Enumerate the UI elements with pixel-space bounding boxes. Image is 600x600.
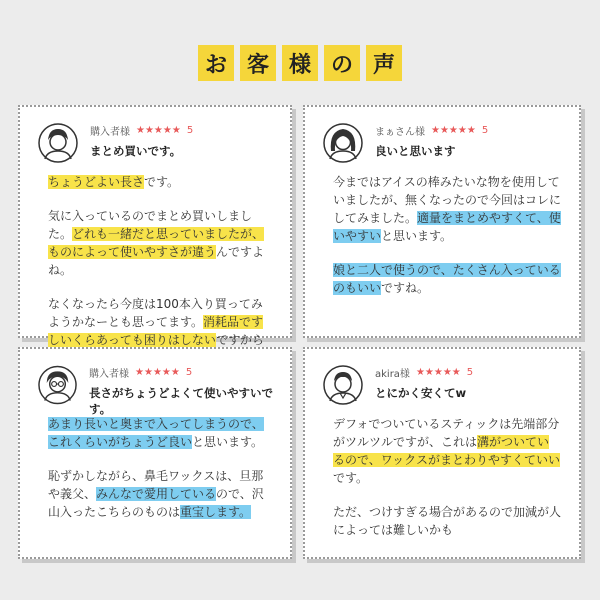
review-header (38, 365, 290, 417)
review-card-1 (18, 105, 292, 347)
rating-value: 5 (185, 366, 193, 378)
review-body (48, 415, 272, 537)
review-card-4 (303, 347, 581, 559)
male-avatar-icon (323, 365, 363, 405)
female-avatar-icon (323, 123, 363, 163)
text: 今まではアイスの棒みたいな物を使用していましたが、無くなったので今回はコレにしてみました。 (333, 175, 562, 225)
review-body (333, 415, 561, 555)
highlight: 適量をまとめやすくて、使いやすい (333, 211, 561, 243)
highlight: ちょうどよい長さ (48, 175, 145, 189)
highlight: 溝がついているので、ワックスがまとわりやすくていい (333, 435, 561, 467)
star-rating-icon: ★★★★★ (415, 366, 461, 378)
review-headline: 良いと思います (375, 144, 456, 158)
text: 恥ずかしながら、鼻毛ワックスは、旦那や義父、 (48, 469, 264, 501)
star-rating-icon: ★★★★★ (431, 124, 476, 136)
male-avatar-icon (38, 123, 78, 163)
review-header (38, 123, 193, 163)
highlight: 娘と二人で使うので、たくさん入っているのもいい (333, 263, 561, 295)
page-title (0, 45, 600, 81)
review-headline: まとめ買いです。 (90, 144, 182, 158)
star-rating-icon: ★★★★★ (135, 366, 180, 378)
review-header (323, 123, 488, 163)
reviewer-name: 購入者様 (89, 368, 130, 380)
review-header (323, 365, 473, 405)
rating-value: 5 (481, 124, 489, 136)
glasses-avatar-icon (38, 365, 77, 405)
review-card-3 (18, 347, 292, 559)
review-headline: 長さがちょうどよくて使いやすいです。 (89, 386, 274, 416)
reviewer-name: まぁさん様 (375, 126, 425, 138)
text: です。 (144, 175, 180, 189)
title-char: お (198, 45, 234, 81)
text: ただ、つけすぎる場合があるので加減が人によっては難しいかも (333, 505, 562, 537)
highlight: みんなで愛用している (96, 487, 217, 501)
text: ので、沢山入ったこちらのものは (48, 487, 264, 519)
reviewer-name: 購入者様 (90, 126, 130, 138)
text: んですよね。 (48, 245, 265, 277)
highlight: あまり長いと奥まで入ってしまうので、これくらいがちょうど良い (48, 417, 264, 449)
title-char: 声 (366, 45, 402, 81)
text: デフォでついているスティックは先端部分がツルツルですが、これは (333, 417, 560, 449)
rating-value: 5 (466, 366, 474, 378)
highlight: 重宝します。 (180, 505, 252, 519)
review-card-2 (303, 105, 581, 338)
text: なくなったら今度は100本入り買ってみようかなーとも思ってます。 (48, 297, 263, 329)
highlight: 消耗品ですしいくらあっても困りはしない (48, 315, 264, 347)
highlight: どれも一緒だと思っていましたが、ものによって使いやすさが違う (48, 227, 265, 259)
text: 気に入っているのでまとめ買いしました。 (48, 209, 253, 241)
title-char: の (324, 45, 360, 81)
review-headline: とにかく安くてw (375, 386, 467, 400)
text: ですから (215, 333, 264, 347)
text: ですね。 (381, 281, 430, 295)
title-char: 様 (282, 45, 318, 81)
text: です。 (333, 471, 369, 485)
text: と思います。 (381, 229, 453, 243)
review-body (333, 173, 561, 313)
title-char: 客 (240, 45, 276, 81)
rating-value: 5 (186, 124, 194, 136)
star-rating-icon: ★★★★★ (136, 124, 181, 136)
text: と思います。 (192, 435, 264, 449)
reviewer-name: akira様 (375, 368, 410, 380)
